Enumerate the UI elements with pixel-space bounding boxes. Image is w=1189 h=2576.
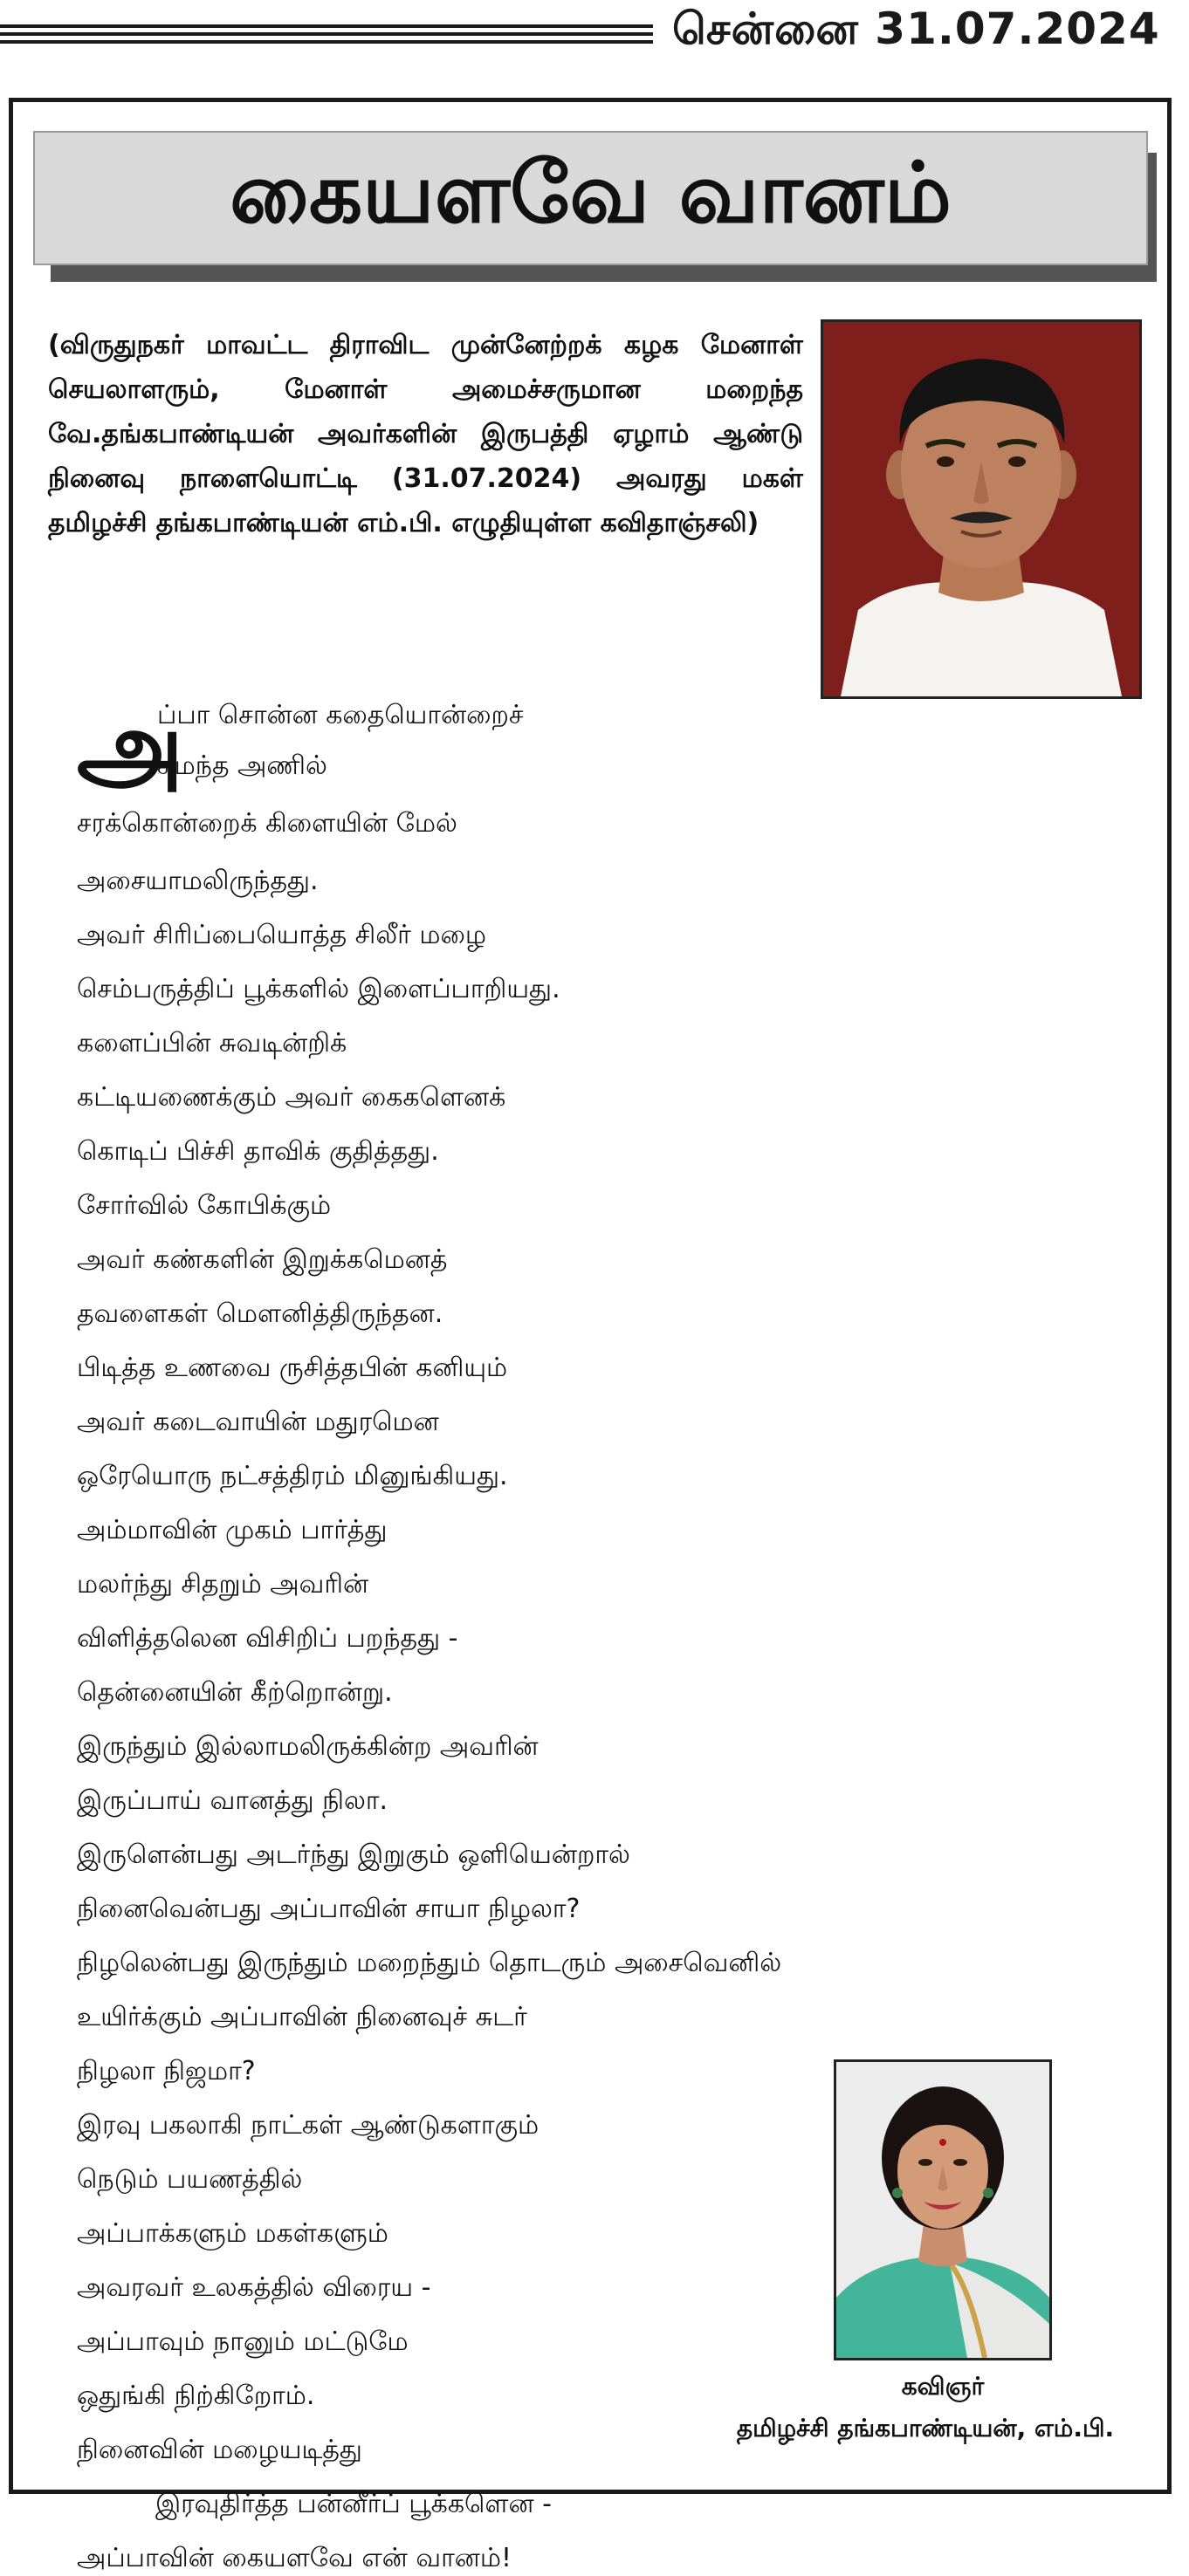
poem-line: கட்டியணைக்கும் அவர் கைகளெனக் (77, 1082, 506, 1113)
article-title: கையளவே வானம் (229, 143, 952, 242)
poem-line: அவர் கண்களின் இறுக்கமெனத் (77, 1244, 448, 1275)
poem-line: அவர் கடைவாயின் மதுரமென (77, 1407, 439, 1437)
poem-line: உயிர்க்கும் அப்பாவின் நினைவுச் சுடர் (77, 2002, 527, 2032)
poem-line: அம்மாவின் முகம் பார்த்து (77, 1515, 388, 1545)
poem-line: அசையாமலிருந்தது. (77, 866, 319, 896)
poem-line: நிழலென்பது இருந்தும் மறைந்தும் தொடரும் அசைவெனில் (77, 1948, 782, 1978)
poem-line: நினைவின் மழையடித்து (77, 2435, 362, 2465)
poem-line: விளித்தலென விசிறிப் பறந்தது - (77, 1623, 458, 1654)
poem-line: அப்பாவின் கையளவே என் வானம்! (77, 2543, 512, 2573)
poem-line: நிழலா நிஜமா? (77, 2056, 256, 2086)
poem-line: நினைவென்பது அப்பாவின் சாயா நிழலா? (77, 1894, 581, 1924)
poem-line: இரவுதிர்த்த பன்னீர்ப் பூக்களென - (155, 2489, 552, 2519)
poem-dropcap: அ (77, 690, 184, 802)
poem-line: இருப்பாய் வானத்து நிலா. (77, 1785, 388, 1816)
poet-role: கவிஞர் (901, 2372, 985, 2401)
poem-line: ஒதுங்கி நிற்கிறோம். (77, 2381, 315, 2411)
poem-line: ஒரேயொரு நட்சத்திரம் மினுங்கியது. (77, 1461, 508, 1491)
poem-line: ப்பா சொன்ன கதையொன்றைச் (157, 700, 524, 730)
poem-line: சோர்வில் கோபிக்கும் (77, 1190, 332, 1221)
poet-photo (834, 2059, 1052, 2360)
poem-line: சரக்கொன்றைக் கிளையின் மேல் (77, 808, 457, 839)
poem-line: பிடித்த உணவை ருசித்தபின் கனியும் (77, 1353, 508, 1383)
header-place-date: சென்னை 31.07.2024 (672, 3, 1160, 54)
poem-line: தவளைகள் மௌனித்திருந்தன. (77, 1298, 443, 1329)
poem-line: சுமந்த அணில் (157, 750, 327, 781)
poet-name: தமிழச்சி தங்கபாண்டியன், எம்.பி. (736, 2414, 1115, 2442)
poem-line: அவர் சிரிப்பையொத்த சிலீர் மழை (77, 920, 487, 950)
poem-line: களைப்பின் சுவடின்றிக் (77, 1028, 347, 1058)
poem-line: செம்பருத்திப் பூக்களில் இளைப்பாறியது. (77, 974, 560, 1004)
poem-line: அப்பாவும் நானும் மட்டுமே (77, 2326, 409, 2357)
poem-line: இருளென்பது அடர்ந்து இறுகும் ஒளியென்றால் (77, 1840, 630, 1870)
poem-line: அப்பாக்களும் மகள்களும் (77, 2218, 388, 2249)
poem-line: கொடிப் பிச்சி தாவிக் குதித்தது. (77, 1136, 439, 1167)
poem-line: இரவு பகலாகி நாட்கள் ஆண்டுகளாகும் (77, 2110, 540, 2141)
header-rule (0, 24, 653, 47)
poem-line: இருந்தும் இல்லாமலிருக்கின்ற அவரின் (77, 1731, 539, 1762)
poem-line: அவரவர் உலகத்தில் விரைய - (77, 2272, 431, 2303)
poem-line: நெடும் பயணத்தில் (77, 2164, 303, 2195)
title-banner (33, 131, 1148, 265)
poem-line: மலர்ந்து சிதறும் அவரின் (77, 1569, 369, 1600)
poem-line: தென்னையின் கீற்றொன்று. (77, 1677, 393, 1708)
portrait-photo (821, 319, 1142, 699)
article-intro: (விருதுநகர் மாவட்ட திராவிட முன்னேற்றக் கழக மேனாள் செயலாளரும், மேனாள் அமைச்சருமான மறைந்த வே.தங்கபாண்டியன் அவர்களின் இருபத்தி ஏழாம் ஆண்டு நினைவு நாளையொட்டி (31.07.2024) அவரது மகள் தமிழச்சி தங்கபாண்டியன் எம்.பி. எழுதியுள்ள கவிதாஞ்சலி) (48, 330, 803, 538)
